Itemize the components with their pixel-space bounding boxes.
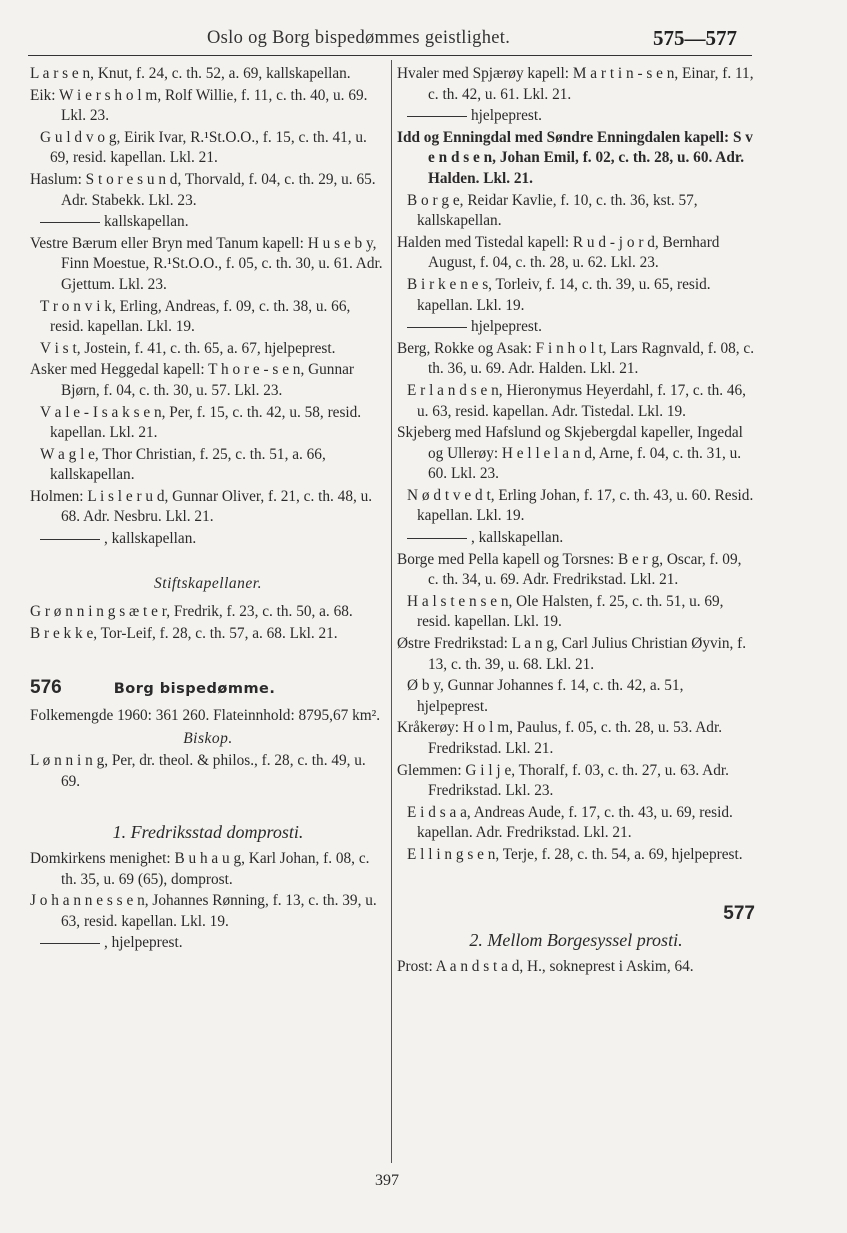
entry: Prost: A a n d s t a d, H., sokneprest i Askim, 64.	[397, 957, 694, 975]
entry: V i s t, Jostein, f. 41, c. th. 65, a. 67, hjelpeprest.	[40, 339, 336, 357]
entry: Domkirkens menighet: B u h a u g, Karl Johan, f. 08, c. th. 35, u. 69 (65), domprost.	[30, 850, 370, 888]
entry: Borge med Pella kapell og Torsnes: B e r g, Oscar, f. 09, c. th. 34, u. 69. Adr. Fredrikstad. Lkl. 21.	[397, 550, 742, 589]
dash-line	[407, 538, 467, 539]
header-rule	[28, 55, 752, 56]
dash-line	[40, 539, 100, 540]
entry: E r l a n d s e n, Hieronymus Heyerdahl, f. 17, c. th. 46, u. 63, resid. kapellan. Adr. Tistedal. Lkl. 19.	[407, 381, 747, 420]
prosti-heading: 2. Mellom Borgesyssel prosti.	[469, 930, 683, 951]
entry: E i d s a a, Andreas Aude, f. 17, c. th. 43, u. 69, resid. kapellan. Adr. Fredrikstad. Lkl. 21.	[407, 803, 733, 842]
page-range: 575—577	[653, 26, 737, 50]
dash-line	[407, 327, 467, 328]
entry: Asker med Heggedal kapell: T h o r e - s e n, Gunnar Bjørn, f. 04, c. th. 30, u. 57. Lkl. 23.	[30, 361, 354, 399]
section-title: Borg bispedømme.	[113, 681, 276, 698]
entry: Halden med Tistedal kapell: R u d - j o r d, Bernhard August, f. 04, c. th. 28, u. 62. Lkl. 23.	[397, 233, 720, 272]
entry: Vestre Bærum eller Bryn med Tanum kapell: H u s e b y, Finn Moestue, R.¹St.O.O., f. 05, c. th. 30, u. 61. Adr. Gjettum. Lkl. 23.	[30, 234, 383, 293]
entry	[397, 317, 755, 338]
entry: G u l d v o g, Eirik Ivar, R.¹St.O.O., f. 15, c. th. 41, u. 69, resid. kapellan. Lkl. 21.	[40, 128, 367, 167]
entry: E l l i n g s e n, Terje, f. 28, c. th. 54, a. 69, hjelpeprest.	[407, 845, 743, 863]
entry: G r ø n n i n g s æ t e r, Fredrik, f. 23, c. th. 50, a. 68.	[30, 603, 353, 621]
section-number: 576	[30, 677, 62, 699]
entry: Hvaler med Spjærøy kapell: M a r t i n - s e n, Einar, f. 11, c. th. 42, u. 61. Lkl. 21.	[397, 65, 754, 103]
entry-text: , kallskapellan.	[104, 530, 197, 548]
entry	[30, 933, 386, 954]
entry-text: kallskapellan.	[104, 213, 189, 231]
column-divider	[391, 60, 392, 1163]
entry: Eik: W i e r s h o l m, Rolf Willie, f. 11, c. th. 40, u. 69. Lkl. 23.	[30, 86, 368, 125]
entry	[30, 529, 386, 550]
entry: Ø b y, Gunnar Johannes f. 14, c. th. 42, a. 51, hjelpeprest.	[407, 677, 684, 715]
entry: T r o n v i k, Erling, Andreas, f. 09, c. th. 38, u. 66, resid. kapellan. Lkl. 19.	[40, 297, 351, 336]
dash-line	[40, 222, 100, 223]
entry: V a l e - I s a k s e n, Per, f. 15, c. th. 42, u. 58, resid. kapellan. Lkl. 21.	[40, 403, 362, 442]
left-column	[30, 64, 386, 955]
dash-line	[40, 943, 100, 944]
right-column	[397, 64, 755, 978]
page-header-title: Oslo og Borg bispedømmes geistlighet.	[207, 28, 511, 48]
dash-line	[407, 116, 467, 117]
entry: B r e k k e, Tor-Leif, f. 28, c. th. 57, a. 68. Lkl. 21.	[30, 624, 338, 642]
entry: J o h a n n e s s e n, Johannes Rønning, f. 13, c. th. 39, u. 63, resid. kapellan. Lkl. 19.	[30, 892, 377, 930]
entry: Berg, Rokke og Asak: F i n h o l t, Lars Ragnvald, f. 08, c. th. 36, u. 69. Adr. Halden. Lkl. 21.	[397, 339, 755, 378]
entry: Idd og Enningdal med Søndre Enningdalen kapell: S v e n d s e n, Johan Emil, f. 02, c. th. 28, u. 60. Adr. Halden. Lkl. 21.	[397, 128, 753, 187]
prosti-heading: 1. Fredriksstad domprosti.	[112, 822, 304, 843]
entry: Haslum: S t o r e s u n d, Thorvald, f. 04, c. th. 29, u. 65. Adr. Stabekk. Lkl. 23.	[30, 170, 376, 209]
entry	[397, 106, 755, 127]
stift-heading: Stiftskapellaner.	[154, 574, 262, 592]
entry-text: , hjelpeprest.	[104, 934, 183, 952]
entry: N ø d t v e d t, Erling Johan, f. 17, c. th. 43, u. 60. Resid. kapellan. Lkl. 19.	[407, 486, 754, 525]
entry: Østre Fredrikstad: L a n g, Carl Julius Christian Øyvin, f. 13, c. th. 39, u. 68. Lkl. 21.	[397, 635, 747, 673]
entry: Glemmen: G i l j e, Thoralf, f. 03, c. th. 27, u. 63. Adr. Fredrikstad. Lkl. 23.	[397, 761, 729, 800]
entry-text: , kallskapellan.	[471, 529, 564, 547]
section-heading	[30, 678, 386, 700]
entry-text: hjelpeprest.	[471, 107, 542, 125]
entry: L a r s e n, Knut, f. 24, c. th. 52, a. 69, kallskapellan.	[30, 65, 351, 82]
entry: B i r k e n e s, Torleiv, f. 14, c. th. 39, u. 65, resid. kapellan. Lkl. 19.	[407, 275, 711, 314]
entry: Skjeberg med Hafslund og Skjebergdal kapeller, Ingedal og Ullerøy: H e l l e l a n d, Arne, f. 04, c. th. 31, u. 60. Lkl. 23.	[397, 424, 743, 483]
entry	[30, 212, 386, 233]
entry: B o r g e, Reidar Kavlie, f. 10, c. th. 36, kst. 57, kallskapellan.	[407, 191, 698, 230]
footer-page-number: 397	[375, 1172, 399, 1189]
biskop-heading: Biskop.	[183, 729, 233, 747]
entry: H a l s t e n s e n, Ole Halsten, f. 25, c. th. 51, u. 69, resid. kapellan. Lkl. 19.	[407, 592, 724, 631]
entry: Folkemengde 1960: 361 260. Flateinnhold: 8795,67 km².	[30, 707, 381, 725]
entry-text: hjelpeprest.	[471, 318, 542, 336]
entry: W a g l e, Thor Christian, f. 25, c. th. 51, a. 66, kallskapellan.	[40, 445, 326, 484]
entry: L ø n n i n g, Per, dr. theol. & philos., f. 28, c. th. 49, u. 69.	[30, 752, 366, 790]
entry: Kråkerøy: H o l m, Paulus, f. 05, c. th. 28, u. 53. Adr. Fredrikstad. Lkl. 21.	[397, 719, 723, 757]
page-number-marker: 577	[723, 902, 755, 924]
entry: Holmen: L i s l e r u d, Gunnar Oliver, f. 21, c. th. 48, u. 68. Adr. Nesbru. Lkl. 21.	[30, 487, 373, 526]
entry	[397, 528, 755, 549]
